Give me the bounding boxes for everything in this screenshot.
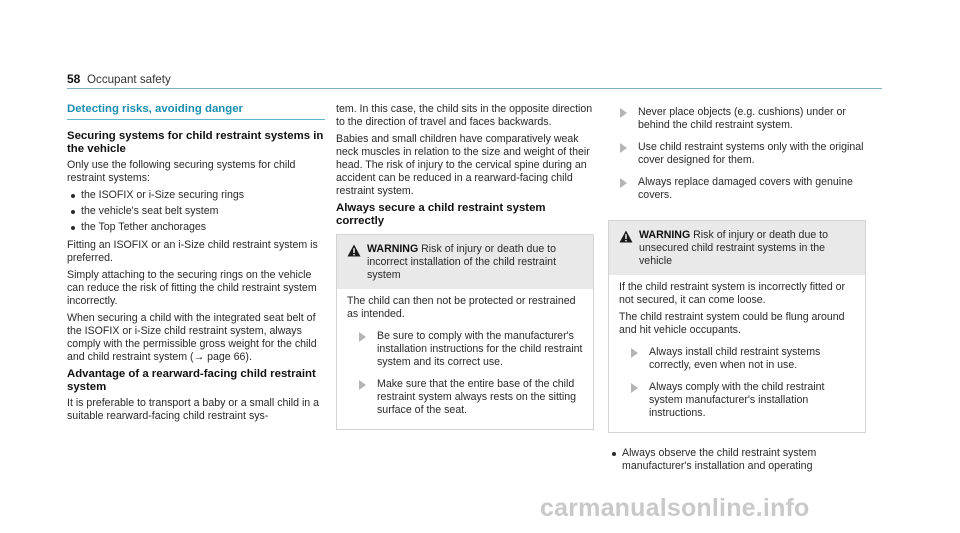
warning-box [608, 220, 866, 433]
paragraph: If the child restraint system is incorrectly fitted or not secured, it can come loose. [619, 281, 846, 306]
step-text: Always install child restraint systems correctly, even when not in use. [649, 346, 821, 371]
arrow-icon [620, 108, 627, 118]
subheading-securing-systems: Securing systems for child restraint systems in the vehicle [67, 130, 324, 155]
warning-body [337, 289, 593, 429]
page-header-title: Occupant safety [87, 73, 171, 86]
warning-title: Risk of injury or death due to unsecured child restraint systems in the vehicle [639, 229, 829, 267]
paragraph-with-page-link[interactable]: When securing a child with the integrated seat belt of the ISOFIX or i-Size child restraint system, always comply with the permissible gross weight for the child and child restraint system (→ page 66). [67, 312, 317, 363]
list-item: Always observe the child restraint system manufacturer's installation and operating [608, 447, 866, 473]
bullet-list [608, 447, 866, 473]
step-text: Always replace damaged covers with genuine covers. [638, 176, 853, 201]
instruction-step [608, 176, 866, 202]
warning-label: WARNING [639, 229, 691, 241]
column-3 [608, 103, 866, 478]
subheading-secure-correctly: Always secure a child restraint system correctly [336, 202, 546, 227]
paragraph: Fitting an ISOFIX or an i-Size child restraint system is preferred. [67, 239, 318, 264]
step-text: Make sure that the entire base of the child restraint system always rests on the sitting surface of the seat. [377, 378, 577, 416]
instruction-step [619, 381, 855, 420]
warning-triangle-icon [619, 230, 639, 268]
arrow-icon [631, 383, 638, 393]
step-text: Be sure to comply with the manufacturer's installation instructions for the child restraint system and its correct use. [377, 330, 583, 368]
warning-box [336, 234, 594, 430]
warning-header-text [367, 243, 583, 282]
arrow-icon [620, 178, 627, 188]
section-heading[interactable]: Detecting risks, avoiding danger [67, 103, 325, 120]
warning-title: Risk of injury or death due to incorrect installation of the child restraint system [367, 243, 557, 281]
instruction-step [347, 378, 583, 417]
warning-label: WARNING [367, 243, 419, 255]
paragraph: It is preferable to transport a baby or a small child in a suitable rearward-facing child restraint sys- [67, 397, 320, 422]
paragraph: The child restraint system could be flung around and hit vehicle occupants. [619, 311, 845, 336]
step-text: Always comply with the child restraint system manufacturer's installation instructions. [649, 381, 825, 419]
arrow-icon [631, 348, 638, 358]
instruction-step [619, 346, 855, 372]
column-1 [67, 103, 325, 427]
list-item: the vehicle's seat belt system [67, 205, 325, 218]
list-item: the ISOFIX or i-Size securing rings [67, 189, 325, 202]
warning-header-text [639, 229, 855, 268]
warning-header [337, 235, 593, 289]
warning-body [609, 275, 865, 432]
paragraph: Babies and small children have comparatively weak neck muscles in relation to the size and weight of their head. The risk of injury to the cervical spine during an accident can be reduced in a rearward-facing child restraint system. [336, 133, 590, 197]
column-2 [336, 103, 594, 430]
paragraph: Only use the following securing systems for child restraint systems: [67, 159, 296, 184]
bullet-list [67, 189, 325, 234]
subheading-rearward-facing: Advantage of a rearward-facing child restraint system [67, 368, 316, 393]
watermark: carmanualsonline.info [540, 494, 810, 522]
step-text: Never place objects (e.g. cushions) under or behind the child restraint system. [638, 106, 846, 131]
arrow-icon [359, 332, 366, 342]
warning-header [609, 221, 865, 275]
instruction-step [347, 330, 583, 369]
instruction-step [608, 141, 866, 167]
arrow-icon [359, 380, 366, 390]
paragraph: tem. In this case, the child sits in the opposite direction to the direction of travel and faces backwards. [336, 103, 593, 128]
arrow-icon [620, 143, 627, 153]
list-item: the Top Tether anchorages [67, 221, 325, 234]
step-text: Use child restraint systems only with the original cover designed for them. [638, 141, 864, 166]
page-number: 58 [67, 72, 81, 86]
paragraph: Simply attaching to the securing rings on the vehicle can reduce the risk of fitting the child restraint system incorrectly. [67, 269, 317, 307]
header-rule [67, 88, 882, 89]
instruction-step [608, 106, 866, 132]
paragraph: The child can then not be protected or restrained as intended. [347, 295, 576, 320]
warning-triangle-icon [347, 244, 367, 282]
